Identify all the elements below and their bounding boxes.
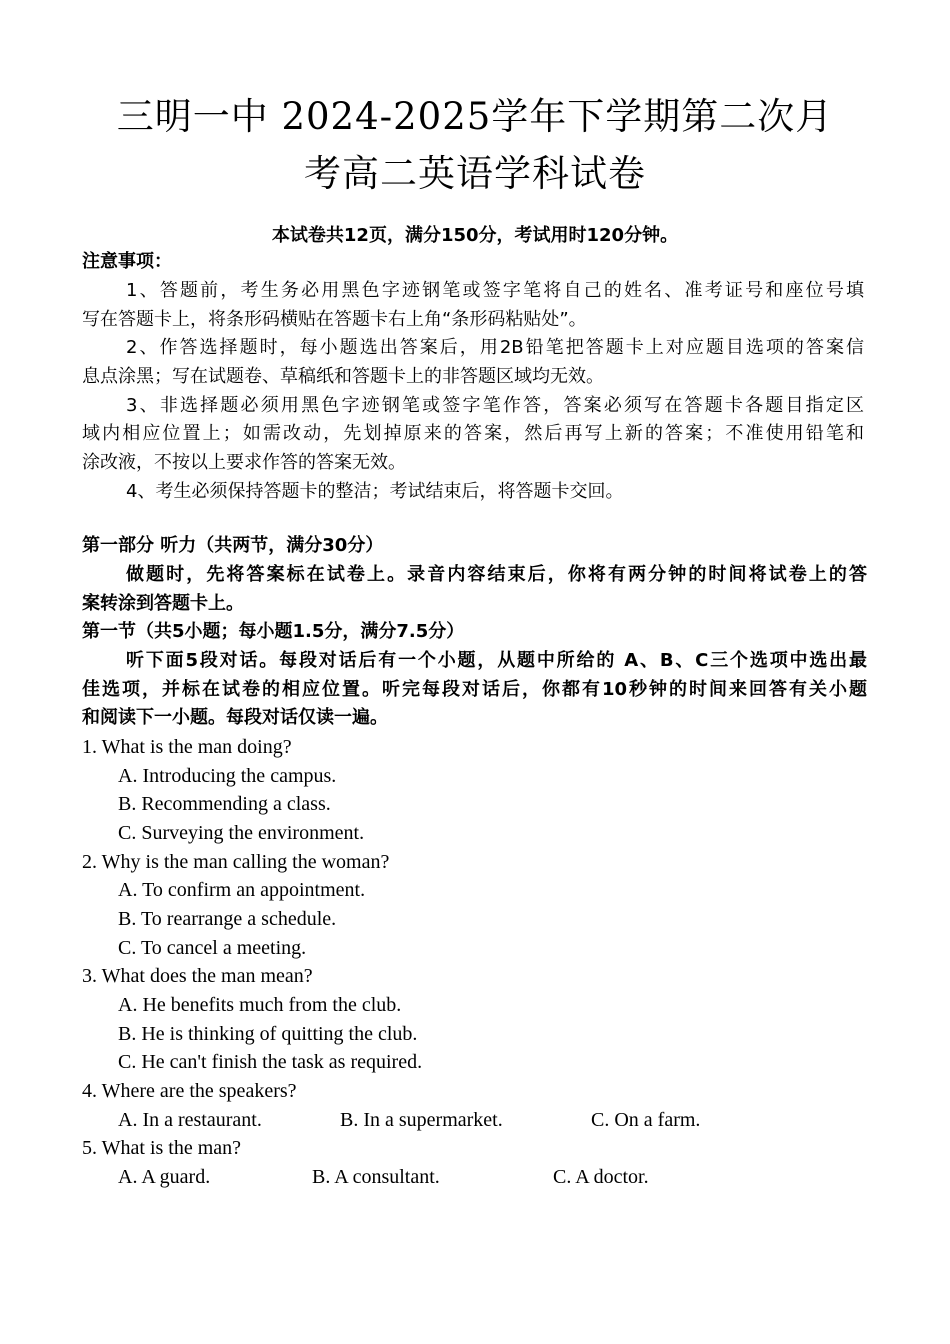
section1-heading: 第一节（共5小题；每小题1.5分，满分7.5分） xyxy=(82,621,465,642)
question-3-option-b: B. He is thinking of quitting the club. xyxy=(118,1023,418,1045)
section1-direction-line-1: 听下面5段对话。每段对话后有一个小题，从题中所给的 A、B、C三个选项中选出最 xyxy=(126,650,867,671)
question-3-option-a: A. He benefits much from the club. xyxy=(118,994,402,1016)
section1-direction-line-2: 佳选项，并标在试卷的相应位置。听完每段对话后，你都有10秒钟的时间来回答有关小题 xyxy=(82,679,867,700)
notice-item-3-line-3: 涂改液，不按以上要求作答的答案无效。 xyxy=(82,452,406,473)
question-5: 5. What is the man? xyxy=(82,1137,242,1159)
question-4-option-b: B. In a supermarket. xyxy=(340,1109,503,1131)
notice-item-3-line-2: 域内相应位置上；如需改动，先划掉原来的答案，然后再写上新的答案；不准使用铅笔和 xyxy=(82,423,864,444)
question-5-option-c: C. A doctor. xyxy=(553,1166,649,1188)
part1-instruction-line-1: 做题时，先将答案标在试卷上。录音内容结束后，你将有两分钟的时间将试卷上的答 xyxy=(126,564,867,585)
notice-item-4: 4、考生必须保持答题卡的整洁；考试结束后，将答题卡交回。 xyxy=(126,481,624,502)
question-4-option-a: A. In a restaurant. xyxy=(118,1109,262,1131)
question-1-option-b: B. Recommending a class. xyxy=(118,793,331,815)
question-5-option-a: A. A guard. xyxy=(118,1166,211,1188)
question-2: 2. Why is the man calling the woman? xyxy=(82,851,390,873)
question-1: 1. What is the man doing? xyxy=(82,736,292,758)
question-2-option-b: B. To rearrange a schedule. xyxy=(118,908,337,930)
notice-item-1-line-2: 写在答题卡上，将条形码横贴在答题卡右上角“条形码粘贴处”。 xyxy=(82,309,587,330)
question-1-option-a: A. Introducing the campus. xyxy=(118,765,337,787)
notice-item-1-line-1: 1、答题前，考生务必用黑色字迹钢笔或签字笔将自己的姓名、准考证号和座位号填 xyxy=(126,280,864,301)
question-2-option-a: A. To confirm an appointment. xyxy=(118,879,366,901)
exam-title-line-1: 三明一中 2024-2025学年下学期第二次月 xyxy=(116,95,834,138)
part1-heading: 第一部分 听力（共两节，满分30分） xyxy=(82,535,384,556)
question-4-option-c: C. On a farm. xyxy=(591,1109,701,1131)
question-2-option-c: C. To cancel a meeting. xyxy=(118,937,307,959)
notice-heading: 注意事项： xyxy=(82,251,172,272)
question-5-option-b: B. A consultant. xyxy=(312,1166,440,1188)
notice-item-2-line-1: 2、作答选择题时，每小题选出答案后，用2B铅笔把答题卡上对应题目选项的答案信 xyxy=(126,337,864,358)
question-3-option-c: C. He can't finish the task as required. xyxy=(118,1051,423,1073)
notice-item-3-line-1: 3、非选择题必须用黑色字迹钢笔或签字笔作答，答案必须写在答题卡各题目指定区 xyxy=(126,395,864,416)
exam-title-line-2: 考高二英语学科试卷 xyxy=(304,152,646,195)
question-1-option-c: C. Surveying the environment. xyxy=(118,822,365,844)
section1-direction-line-3: 和阅读下一小题。每段对话仅读一遍。 xyxy=(82,707,388,728)
question-4: 4. Where are the speakers? xyxy=(82,1080,297,1102)
notice-item-2-line-2: 息点涂黑；写在试题卷、草稿纸和答题卡上的非答题区域均无效。 xyxy=(82,366,604,387)
part1-instruction-line-2: 案转涂到答题卡上。 xyxy=(82,593,244,614)
exam-info: 本试卷共12页，满分150分，考试用时120分钟。 xyxy=(271,225,679,246)
question-3: 3. What does the man mean? xyxy=(82,965,313,987)
